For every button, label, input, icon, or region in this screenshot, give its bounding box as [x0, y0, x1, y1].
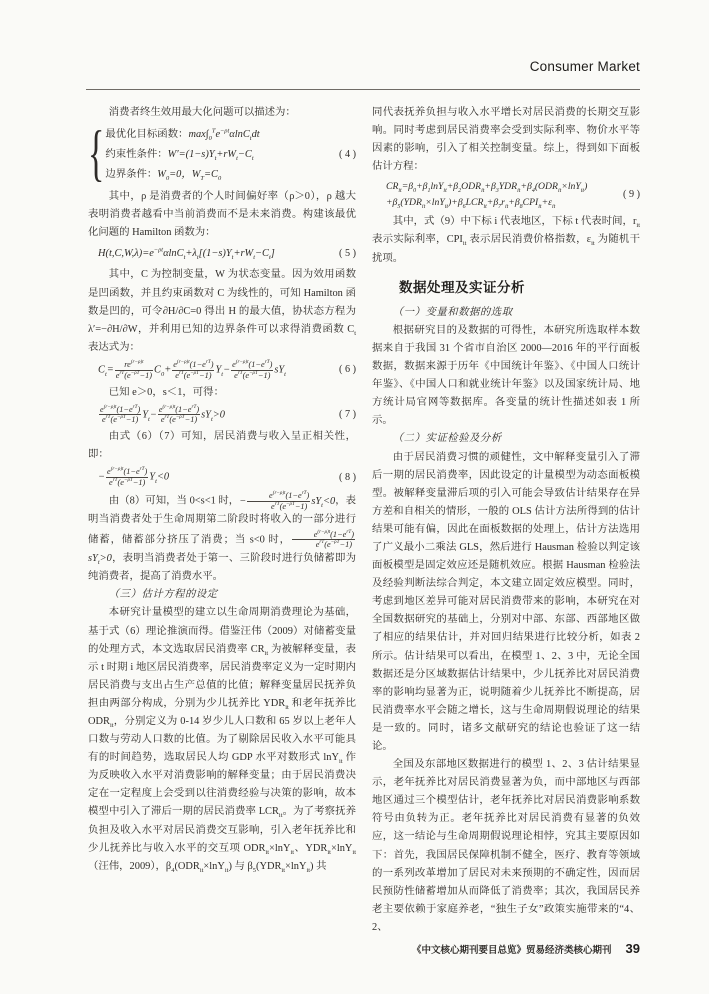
para-known-condition: 已知 e＞0，s＜1，可得：	[108, 386, 224, 398]
equation-5-body: $H(t,C,W,\lambda)=e^{-\rho t}\alpha\ln C_t+\lambda_t[(1-s)Y_t+rW_t-C_t]$	[98, 246, 275, 262]
equation-4-lines	[105, 125, 335, 185]
subsection-2-heading: （二）实证检验及分析	[392, 433, 502, 445]
left-column	[88, 104, 356, 937]
equation-6	[88, 360, 356, 381]
para-positive-correlation: 由式（6）（7）可知，居民消费与收入呈正相关性，即：	[88, 431, 356, 461]
equation-4-constraint: 约束性条件：$W'=(1-s)Y_t+rW_t-C_t$	[105, 149, 254, 163]
equation-number: ( 5 )	[339, 248, 356, 260]
para-data-sources: 根据研究目的及数据的可得性，本研究所选取样本数据来自于我国 31 个省市自治区 2000—2016 年的平行面板数据，数据来源于历年《中国统计年鉴》、《中国人口统计年鉴》、《中国人口和就业统计年鉴》以及国家统计局、地方统计局官网等数据库。各变量的统计性描述如表 1 所示。	[372, 324, 640, 427]
section-heading-data-analysis: 数据处理及实证分析	[399, 279, 525, 295]
equation-8-body: − $\frac{e^{(r-\rho)t}(1-e^{rT})}{e^{rT}(e^{-\rho T}-1)}$ $Y_t<0$	[98, 466, 170, 488]
equation-7-body: $\frac{e^{(r-\rho)t}(1-e^{rT})}{e^{rT}(e^{-\rho T}-1)}$ $Y_t-$ $\frac{e^{(r-\rho)t}(1-e^{rT})}{e^{rT}(e^{-\rho T}-1)}$ $sY_t>0$	[100, 403, 225, 425]
journal-core-note: 《中文核心期刊要目总览》贸易经济类核心期刊	[412, 945, 612, 956]
equation-9-line1: $CR_{it}=\beta_0+\beta_1\ln Y_{it}+\beta_2ODR_{it}+\beta_3YDR_{it}+\beta_4(ODR_{it}\times\ln Y_{it})$	[386, 181, 588, 195]
para-time-preference: 其中，ρ 是消费者的个人时间偏好率（ρ＞0），ρ 越大表明消费者越看中当前消费而不是未来消费。构建该最优化问题的 Hamilton 函数为：	[88, 191, 356, 239]
equation-number: ( 7 )	[339, 408, 356, 420]
equation-number: ( 9 )	[623, 188, 640, 200]
equation-9-line2: $+\beta_5(YDR_{it}\times\ln Y_{it})+\beta_6LCR_{it}+\beta_7r_{it}+\beta_8CPI_{it}+\varepsilon_{it}$	[386, 196, 556, 210]
equation-number: ( 6 )	[339, 364, 356, 376]
equation-9	[372, 179, 640, 210]
equation-4-objective: 最优化目标函数：$\max\int_0^Te^{-\rho t}\alpha\ln C_tdt$	[105, 127, 260, 143]
header-divider-rule	[86, 89, 640, 90]
equation-4	[88, 119, 356, 189]
para-regional-results: 全国及东部地区数据进行的模型 1、2、3 估计结果显示，老年抚养比对居民消费显著为负，而中部地区与西部地区通过三个模型估计，老年抚养比对居民消费影响系数符号由负转为正。老年抚养比对居民消费有显著的负效应，这一结论与生命周期假说理论相悖，究其主要原因如下：首先，我国居民保障机制不健全，医疗、教育等领域的一系列改革增加了居民对未来预期的不确定性，因而居民预防性储蓄增加从而降低了消费率；其次，我国居民养老主要依赖于家庭养老，“独生子女”政策实施带来的“4、2、	[372, 759, 640, 933]
para-estimation-model: 本研究计量模型的建立以生命周期消费理论为基础，基于式（6）理论推演而得。借鉴汪伟（2009）对储蓄变量的处理方式，本文选取居民消费率 $CR_{it}$ 为被解释变量，表示 t 时期 i 地区居民消费率，居民消费率定义为一定时期内居民消费与支出占生产总值的比值；解释变量居民抚养负担由两部分构成，分别为少儿抚养比 $YDR_{it}$ 和老年抚养比 $ODR_{it}$，分别定义为 0-14 岁少儿人口数和 65 岁以上老年人口数与劳动人口数的比值。为了剔除居民收入水平可能具有的时间趋势，选取居民人均 GDP 水平对数形式 lnY$_{it}$ 作为反映收入水平对消费影响的解释变量；由于居民消费决定在一定程度上会受到以往消费经验与决策的影响，故本模型中引入了滞后一期的居民消费率 $LCR_{it}$。为了考察抚养负担及收入水平对居民消费交互影响，引入老年抚养比和少儿抚养比与收入水平的交互项 $ODR_{it}\times\ln Y_{it}$、$YDR_{it}\times\ln Y_{it}$（汪伟，2009），$\beta_4(ODR_{it}\times\ln Y_{it})$ 与 $\beta_5(YDR_{it}\times\ln Y_{it})$ 共	[88, 607, 356, 874]
para-interaction-continued: 同代表抚养负担与收入水平增长对居民消费的长期交互影响。同时考虑到居民消费率会受到实际利率、物价水平等因素的影响，引入了相关控制变量。综上，得到如下面板估计方程：	[372, 107, 640, 173]
equation-number: ( 8 )	[339, 471, 356, 483]
page-footer	[412, 941, 640, 956]
equation-6-body: $C_t=$ $\frac{re^{(r-\rho)t}}{e^{rT}(e^{-\rho T}-1)}$ $C_0+$ $\frac{e^{(r-\rho)t}(1-e^{rT})}{e^{rT}(e^{-\rho T}-1)}$ $Y_t-$ $\frac{e^{(r-\rho)t}(1-e^{rT})}{e^{rT}(e^{-\rho T}-1)}$ $sY_t$	[98, 359, 286, 380]
para-utility-intro: 消费者终生效用最大化问题可以描述为：	[108, 107, 296, 118]
equation-5	[88, 245, 356, 263]
para-hamilton-properties: 其中，C 为控制变量，W 为状态变量。因为效用函数是凹函数，并且约束函数对 C 为线性的，可知 Hamilton 函数是凹的，可令∂H/∂C=0 得出 H 的最大值，协状态方程为 λ′=−∂H/∂W，并利用已知的边界条件可以求得消费函数 $C_t$ 表达式为：	[88, 269, 356, 353]
subsection-3-heading: （三）估计方程的设定	[108, 589, 218, 601]
left-brace-glyph: {	[88, 119, 105, 189]
para-empirical-test: 由于居民消费习惯的顽健性，文中解释变量引入了滞后一期的居民消费率，因此设定的计量模型为动态面板模型。被解释变量滞后项的引入可能会导致估计结果存在异方差和自相关的情形，一般的 OLS 估计方法所得到的估计结果可能有偏，因此在面板数据的处理上，估计方法选用了广义最小二乘法 GLS，然后进行 Hausman 检验以判定该面板模型是固定效应还是随机效应。根据 Hausman 检验法及经验判断法综合判定，本文建立固定效应模型。同时，考虑到地区差异可能对居民消费带来的影响，本研究在对全国数据研究的基础上，分别对中部、东部、西部地区做了相应的结果估计，并对回归结果进行比较分析，如表 2 所示。估计结果可以看出，在模型 1、2、3 中，无论全国数据还是分区域数据估计结果中，少儿抚养比对居民消费率的影响均显著为正，说明随着少儿抚养比不断提高，居民消费率水平会随之增长，这与生命周期假说理论的结果是一致的。同时，诸多文献研究的结论也验证了这一结论。	[372, 451, 640, 752]
equation-7	[88, 405, 356, 426]
subsection-1-heading: （一）变量和数据的选取	[392, 306, 513, 318]
equation-number: ( 4 )	[339, 149, 356, 161]
equation-8	[88, 467, 356, 488]
para-subscript-explanation: 其中，式（9）中下标 i 代表地区，下标 t 代表时间，$r_{it}$ 表示实际利率，$CPI_{it}$ 表示居民消费价格指数，$\varepsilon_{it}$ 为随机干扰项。	[372, 216, 640, 264]
right-column	[372, 104, 640, 937]
para-saving-stages: 由（8）可知，当 0<s<1 时，− $\frac{e^{(r-\rho)t}(1-e^{rT})}{e^{rT}(e^{-\rho T}-1)}$ $sY_t<0$，表明当消费者处于生命周期第二阶段时将收入的一部分进行储蓄，储蓄部分挤压了消费；当 s<0 时， $\frac{e^{(r-\rho)t}(1-e^{rT})}{e^{rT}(e^{-\rho T}-1)}$ $sY_t>0$，表明当消费者处于第一、三阶段时进行负储蓄即为纯消费者，提高了消费水平。	[88, 490, 356, 583]
equation-9-lines	[372, 179, 619, 210]
equation-4-boundary: 边界条件：$W_0=0$，$W_T=C_0$	[105, 169, 222, 183]
journal-section-title: Consumer Market	[529, 59, 640, 74]
page-number: 39	[625, 941, 640, 956]
page-body	[88, 104, 640, 937]
